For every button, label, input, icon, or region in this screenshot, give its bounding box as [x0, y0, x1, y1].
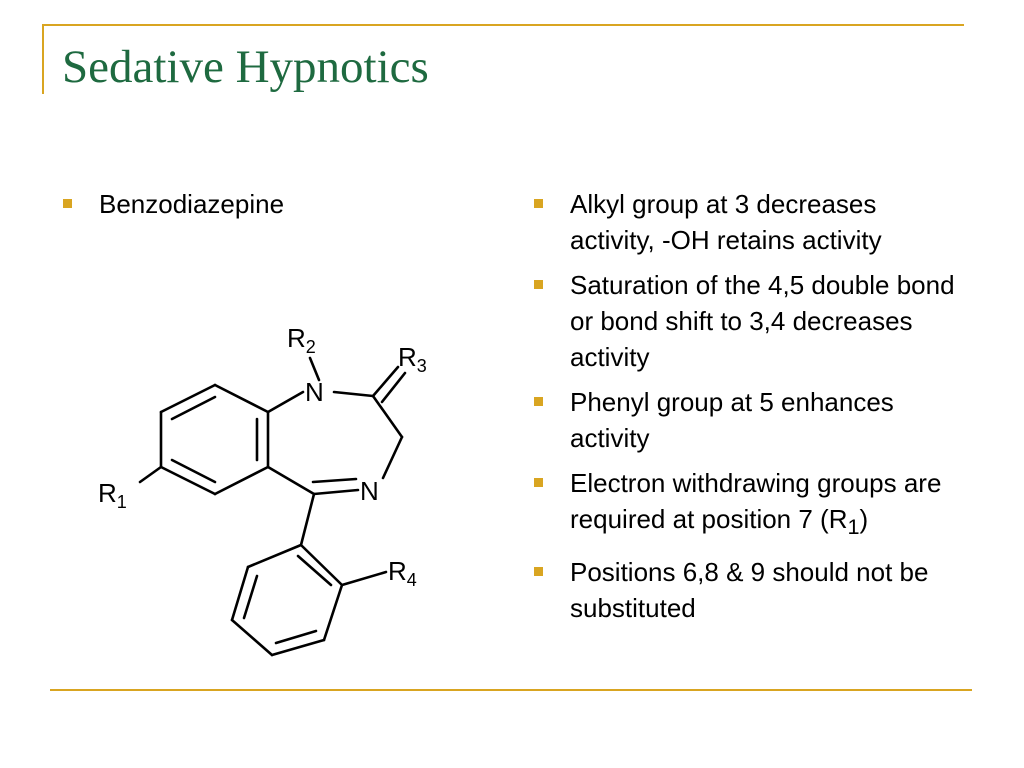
bond	[373, 396, 402, 437]
bond	[301, 494, 314, 545]
bullet-text-before: Electron withdrawing groups are required at position 7 (R	[570, 468, 942, 534]
bond	[140, 467, 161, 482]
bond	[161, 467, 215, 494]
atom-label-n1: N	[305, 377, 324, 407]
bond	[342, 572, 386, 585]
double-bond	[313, 479, 356, 482]
double-bond	[172, 397, 215, 419]
bullet-text: Saturation of the 4,5 double bond or bond shift to 3,4 decreases activity	[570, 270, 955, 372]
bond	[215, 385, 268, 412]
bullet-text: Benzodiazepine	[99, 189, 285, 219]
bond	[324, 585, 342, 640]
bond	[161, 385, 215, 412]
bond	[248, 545, 301, 567]
bond	[268, 392, 303, 412]
double-bond	[244, 576, 257, 618]
double-bond	[276, 631, 316, 643]
bullet-text: Positions 6,8 & 9 should not be substituted	[570, 557, 929, 624]
double-bond	[373, 367, 398, 396]
bond	[383, 437, 402, 478]
double-bond	[172, 460, 215, 482]
bond	[268, 467, 314, 494]
bullet-text: Alkyl group at 3 decreases activity, -OH retains activity	[570, 189, 882, 255]
bullet-text-after: )	[859, 504, 869, 534]
atom-label-r1: $R_1$	[98, 478, 127, 512]
atom-label-r3: $R_3$	[398, 342, 427, 376]
double-bond	[382, 373, 405, 402]
atom-label-r4: $R_4$	[388, 556, 417, 590]
bond	[215, 467, 268, 494]
bond	[232, 620, 272, 655]
slide-title: Sedative Hypnotics	[62, 41, 429, 93]
bond	[314, 490, 358, 494]
bullet-subscript: 1	[847, 514, 860, 540]
bond	[334, 392, 373, 396]
atom-label-r2: $R_2$	[287, 323, 316, 357]
bullet-text: Phenyl group at 5 enhances activity	[570, 387, 894, 453]
atom-label-n4: N	[360, 476, 379, 506]
